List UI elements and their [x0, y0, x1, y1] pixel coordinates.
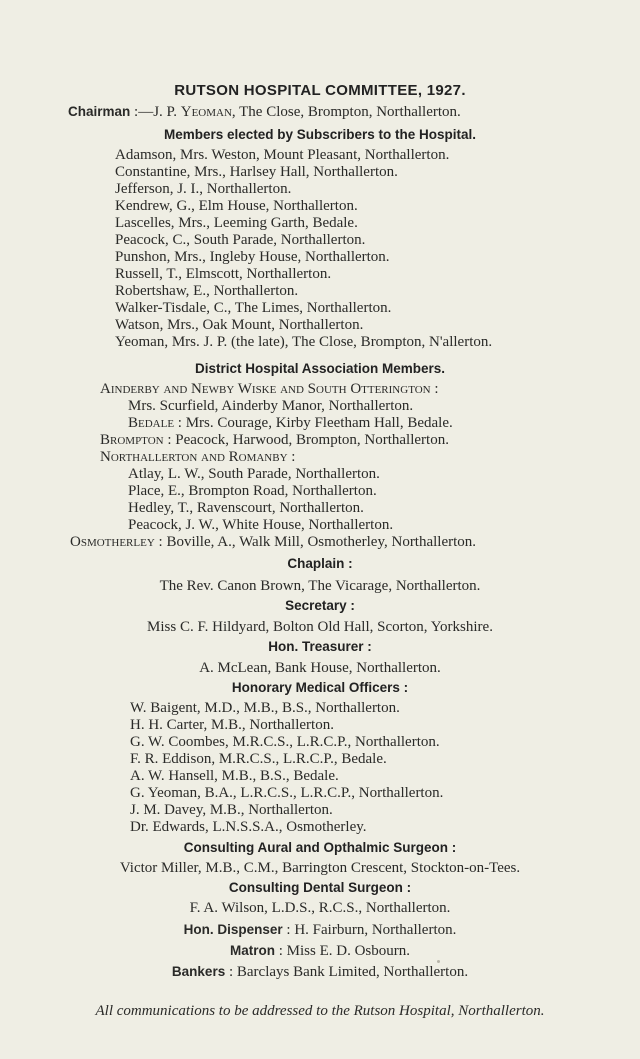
- list-item: W. Baigent, M.D., M.B., B.S., Northallerton.: [130, 700, 400, 716]
- list-item: J. M. Davey, M.B., Northallerton.: [130, 802, 333, 818]
- osmotherley-member: Boville, A., Walk Mill, Osmotherley, Northallerton.: [162, 534, 477, 550]
- matron-line: [0, 942, 640, 960]
- dental-text: F. A. Wilson, L.D.S., R.C.S., Northallerton.: [189, 900, 451, 916]
- aural-text: Victor Miller, M.B., C.M., Barrington Crescent, Stockton-on-Tees.: [119, 860, 521, 876]
- chaplain-text: The Rev. Canon Brown, The Vicarage, Northallerton.: [159, 578, 481, 594]
- list-item: Adamson, Mrs. Weston, Mount Pleasant, Northallerton.: [115, 147, 450, 163]
- matron-text: : Miss E. D. Osbourn.: [274, 943, 410, 959]
- northallerton-label: Northallerton and Romanby :: [100, 449, 296, 465]
- list-item: Jefferson, J. I., Northallerton.: [115, 181, 292, 197]
- list-item: Hedley, T., Ravenscourt, Northallerton.: [128, 500, 364, 516]
- list-item: Peacock, J. W., White House, Northallerton.: [128, 517, 394, 533]
- osmotherley-label: Osmotherley :: [70, 534, 163, 550]
- list-item: Robertshaw, E., Northallerton.: [115, 283, 299, 299]
- footer-note: All communications to be addressed to the Rutson Hospital, Northallerton.: [95, 1003, 545, 1019]
- list-item: Punshon, Mrs., Ingleby House, Northallerton.: [115, 249, 390, 265]
- chairman-line: [68, 103, 461, 121]
- secretary-heading: Secretary :: [285, 598, 355, 613]
- subscribers-heading: Members elected by Subscribers to the Hospital.: [163, 127, 477, 142]
- paper-speck: [437, 960, 440, 963]
- list-item: Atlay, L. W., South Parade, Northallerton.: [128, 466, 380, 482]
- dispenser-line: [0, 921, 640, 939]
- medical-heading: Honorary Medical Officers :: [231, 680, 409, 695]
- brompton-label: Brompton :: [100, 432, 172, 448]
- chairman-initials: J. P.: [153, 104, 181, 120]
- bankers-text: : Barclays Bank Limited, Northallerton.: [225, 964, 469, 980]
- list-item: H. H. Carter, M.B., Northallerton.: [130, 717, 334, 733]
- matron-label: Matron: [229, 943, 275, 958]
- list-item: Walker-Tisdale, C., The Limes, Northallerton.: [115, 300, 392, 316]
- dental-heading: Consulting Dental Surgeon :: [228, 880, 412, 895]
- list-item: G. Yeoman, B.A., L.R.C.S., L.R.C.P., Northallerton.: [130, 785, 444, 801]
- list-item: Place, E., Brompton Road, Northallerton.: [128, 483, 377, 499]
- bankers-line: [0, 963, 640, 981]
- list-item: Dr. Edwards, L.N.S.S.A., Osmotherley.: [130, 819, 367, 835]
- chairman-address: , The Close, Brompton, Northallerton.: [231, 104, 461, 120]
- chairman-separator: :—: [130, 104, 154, 120]
- list-item: Lascelles, Mrs., Leeming Garth, Bedale.: [115, 215, 358, 231]
- bedale-label: Bedale :: [128, 415, 182, 431]
- bankers-label: Bankers: [171, 964, 226, 979]
- treasurer-heading: Hon. Treasurer :: [268, 639, 372, 654]
- list-item: Kendrew, G., Elm House, Northallerton.: [115, 198, 358, 214]
- list-item: G. W. Coombes, M.R.C.S., L.R.C.P., Northallerton.: [130, 734, 440, 750]
- page-title: RUTSON HOSPITAL COMMITTEE, 1927.: [174, 82, 466, 99]
- chairman-label: Chairman: [68, 104, 131, 119]
- secretary-text: Miss C. F. Hildyard, Bolton Old Hall, Scorton, Yorkshire.: [147, 619, 493, 635]
- list-item: Yeoman, Mrs. J. P. (the late), The Close, Brompton, N'allerton.: [115, 334, 493, 350]
- bedale-member: Mrs. Courage, Kirby Fleetham Hall, Bedale.: [181, 415, 453, 431]
- bedale-line: [128, 415, 453, 432]
- list-item: Mrs. Scurfield, Ainderby Manor, Northallerton.: [128, 398, 414, 414]
- list-item: F. R. Eddison, M.R.C.S., L.R.C.P., Bedale.: [130, 751, 387, 767]
- list-item: Russell, T., Elmscott, Northallerton.: [115, 266, 332, 282]
- chaplain-heading: Chaplain :: [287, 556, 353, 571]
- list-item: A. W. Hansell, M.B., B.S., Bedale.: [130, 768, 339, 784]
- brompton-member: Peacock, Harwood, Brompton, Northallerton.: [171, 432, 449, 448]
- brompton-line: [100, 432, 449, 449]
- list-item: Watson, Mrs., Oak Mount, Northallerton.: [115, 317, 364, 333]
- list-item: Constantine, Mrs., Harlsey Hall, Northallerton.: [115, 164, 398, 180]
- dispenser-text: : H. Fairburn, Northallerton.: [282, 922, 457, 938]
- dispenser-label: Hon. Dispenser: [183, 922, 283, 937]
- list-item: Peacock, C., South Parade, Northallerton.: [115, 232, 366, 248]
- chairman-surname: Yeoman: [180, 104, 232, 120]
- treasurer-text: A. McLean, Bank House, Northallerton.: [199, 660, 441, 676]
- ainderby-label: Ainderby and Newby Wiske and South Otterington :: [100, 381, 439, 397]
- osmotherley-line: [70, 534, 476, 551]
- aural-heading: Consulting Aural and Opthalmic Surgeon :: [183, 840, 457, 855]
- district-heading: District Hospital Association Members.: [194, 361, 446, 376]
